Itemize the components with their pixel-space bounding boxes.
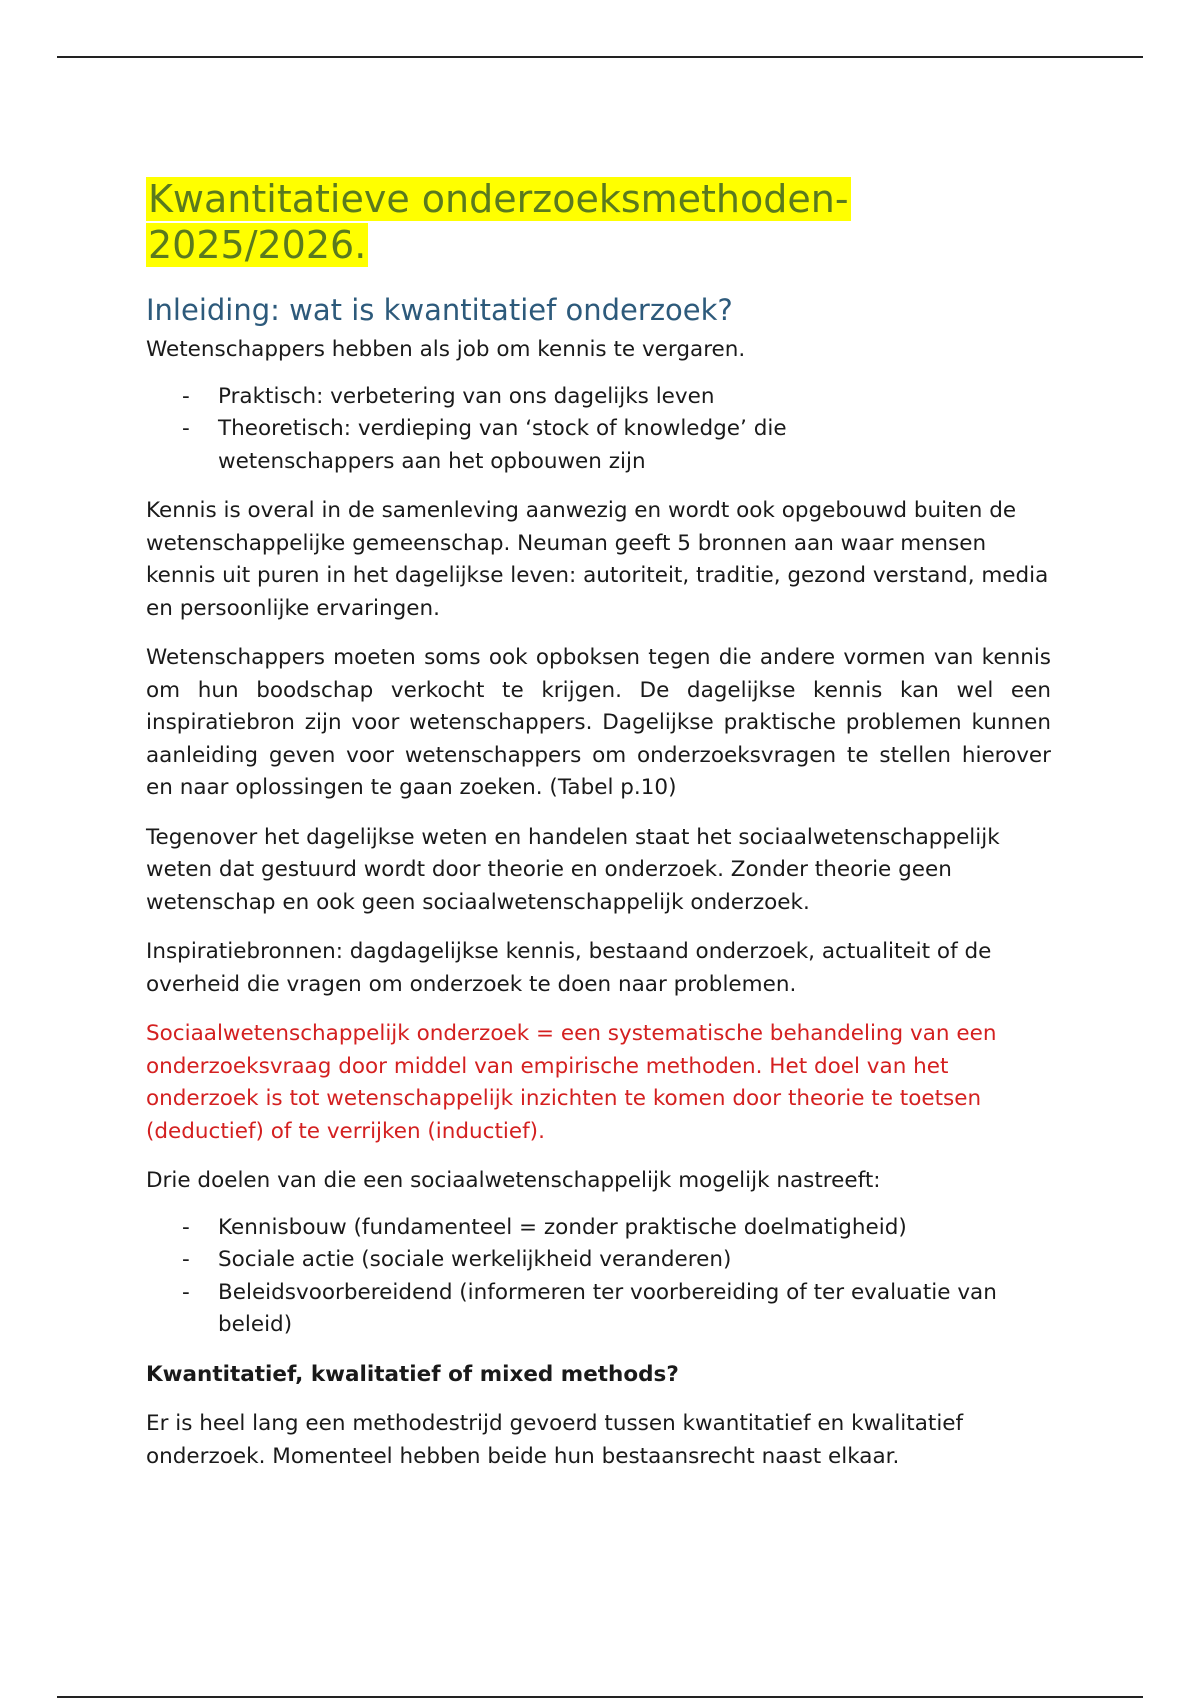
paragraph-inspiration: Wetenschappers moeten soms ook opboksen tegen die andere vormen van kennis om hun boodschap verkocht te krijgen. De dagelijkse kennis kan wel een inspiratiebron zijn voor wetenschappers. Dagelijkse praktische problemen kunnen aanleiding geven voor wetenschappers om onderzoeksvragen te stellen hierover en naar oplossingen te gaan zoeken. (Tabel p.10) [146,645,1051,800]
list-item: - Beleidsvoorbereidend (informeren ter voorbereiding of ter evaluatie van beleid) [146,1277,1051,1342]
paragraph-scientific-knowing: Tegenover het dagelijkse weten en handelen staat het sociaalwetenschappelijk weten dat gestuurd wordt door theorie en onderzoek. Zonder theorie geen wetenschap en ook geen sociaalwetenschappelijk onderzoek. [146,824,1000,915]
title-highlight: Kwantitatieve onderzoeksmethoden-2025/2026. [148,177,849,267]
knowledge-goals-list [146,381,1051,479]
definition-paragraph: Sociaalwetenschappelijk onderzoek = een systematische behandeling van een onderzoeksvraag door middel van empirische methoden. Het doel van het onderzoek is tot wetenschappelijk inzichten te komen door theorie te toetsen (deductief) of te verrijken (inductief). [146,1021,997,1144]
paragraph-method-dispute: Er is heel lang een methodestrijd gevoerd tussen kwantitatief en kwalitatief onderzoek. Momenteel hebben beide hun bestaansrecht naast elkaar. [146,1411,964,1469]
bottom-rule [57,1696,1143,1698]
list-item: - Sociale actie (sociale werkelijkheid veranderen) [146,1244,1051,1277]
research-aims-list [146,1212,1051,1342]
top-rule [57,56,1143,58]
intro-paragraph: Wetenschappers hebben als job om kennis te vergaren. [146,337,746,362]
subheading: Kwantitatief, kwalitatief of mixed methods? [146,1361,679,1387]
list-item: - Kennisbouw (fundamenteel = zonder praktische doelmatigheid) [146,1212,1051,1245]
document-body [146,176,1051,1473]
list-item: - Praktisch: verbetering van ons dagelijks leven [146,381,1051,414]
section-heading: Inleiding: wat is kwantitatief onderzoek? [146,293,733,327]
document-title [146,176,1051,268]
list-item: - Theoretisch: verdieping van ‘stock of knowledge’ die wetenschappers aan het opbouwen zijn [146,413,1051,478]
paragraph-knowledge-sources: Kennis is overal in de samenleving aanwezig en wordt ook opgebouwd buiten de wetenschappelijke gemeenschap. Neuman geeft 5 bronnen aan waar mensen kennis uit puren in het dagelijkse leven: autoriteit, traditie, gezond verstand, media en persoonlijke ervaringen. [146,498,1049,621]
paragraph-three-aims: Drie doelen van die een sociaalwetenschappelijk mogelijk nastreeft: [146,1168,881,1193]
paragraph-inspiration-sources: Inspiratiebronnen: dagdagelijkse kennis, bestaand onderzoek, actualiteit of de overheid die vragen om onderzoek te doen naar problemen. [146,939,992,997]
